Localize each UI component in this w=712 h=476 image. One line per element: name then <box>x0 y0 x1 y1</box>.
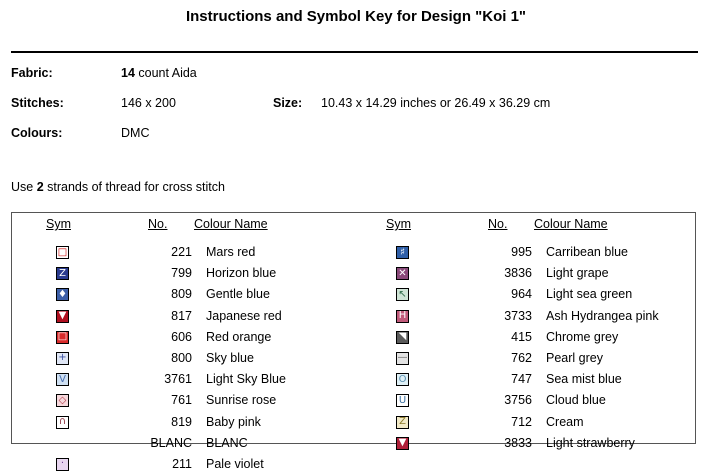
symbol-swatch <box>56 373 70 387</box>
thread-number: 221 <box>171 245 192 259</box>
stitch-symbol-icon: Ζ <box>396 416 409 429</box>
symbol-swatch <box>396 437 410 451</box>
symbol-swatch <box>396 352 410 366</box>
size-label: Size: <box>273 96 303 110</box>
symbol-swatch <box>56 288 70 302</box>
table-row <box>12 349 352 370</box>
title-divider <box>11 51 698 53</box>
table-row <box>12 307 352 328</box>
stitch-symbol-icon: □ <box>57 246 68 258</box>
colour-name: Light Sky Blue <box>206 372 286 387</box>
colour-name: Japanese red <box>206 308 282 323</box>
table-row <box>352 243 692 264</box>
header-no: No. <box>148 217 168 231</box>
size-value: 10.43 x 14.29 inches or 26.49 x 36.29 cm <box>321 96 551 110</box>
table-row <box>12 243 352 264</box>
header-sym: Sym <box>386 217 411 231</box>
stitches-value: 146 x 200 <box>121 96 176 110</box>
colour-name: Sea mist blue <box>546 372 622 387</box>
colours-row <box>11 126 701 156</box>
symbol-swatch <box>396 310 410 324</box>
thread-number: 995 <box>511 245 532 259</box>
table-row <box>12 455 352 476</box>
header-sym: Sym <box>46 217 71 231</box>
symbol-key-table <box>11 212 696 471</box>
key-header-left <box>12 213 352 235</box>
key-rows-left <box>12 243 352 476</box>
thread-number: 809 <box>171 287 192 302</box>
fabric-count: 14 <box>121 66 135 80</box>
colour-name: Chrome grey <box>546 329 619 344</box>
thread-number: 761 <box>171 393 192 408</box>
key-column-right <box>352 213 692 450</box>
symbol-swatch <box>56 352 70 366</box>
symbol-swatch <box>396 416 410 430</box>
colour-name: Ash Hydrangea pink <box>546 308 659 323</box>
header-colour-name: Colour Name <box>534 217 608 231</box>
stitch-symbol-icon: O <box>396 373 409 386</box>
thread-number: 964 <box>511 287 532 302</box>
colour-name: Sunrise rose <box>206 393 277 408</box>
colour-name: Light grape <box>546 266 609 281</box>
thread-number: 3756 <box>504 393 532 408</box>
stitch-symbol-icon: ♯ <box>396 246 409 259</box>
stitches-label: Stitches: <box>11 96 64 110</box>
thread-number: 819 <box>171 414 192 429</box>
symbol-swatch <box>396 394 410 408</box>
table-row <box>352 391 692 412</box>
thread-number: 747 <box>511 372 532 387</box>
stitch-symbol-icon: ◥ <box>396 331 409 344</box>
stitch-symbol-icon: U <box>396 394 409 407</box>
colour-name: Cloud blue <box>546 393 606 408</box>
colour-name: Horizon blue <box>206 266 277 281</box>
table-row <box>352 328 692 349</box>
thread-number: 211 <box>172 456 192 471</box>
symbol-swatch <box>396 373 410 387</box>
stitch-symbol-icon: ▼ <box>56 310 69 323</box>
thread-number: 415 <box>511 329 532 344</box>
stitch-symbol-icon: ♦ <box>56 288 69 301</box>
colour-name: BLANC <box>206 435 248 450</box>
fabric-count-suffix: count Aida <box>134 66 197 80</box>
stitches-row <box>11 96 701 126</box>
stitch-symbol-icon: · <box>56 458 69 471</box>
colour-name: Cream <box>546 414 584 429</box>
table-row <box>352 413 692 434</box>
thread-number: 712 <box>511 414 532 429</box>
table-row <box>12 328 352 349</box>
symbol-swatch <box>56 394 70 408</box>
stitch-symbol-icon: ↖ <box>396 288 409 301</box>
thread-number: 3733 <box>504 308 532 323</box>
stitch-symbol-icon: Z <box>56 267 69 280</box>
thread-number: 3836 <box>504 266 532 281</box>
symbol-swatch <box>396 331 410 345</box>
colour-name: Baby pink <box>206 414 261 429</box>
fabric-label: Fabric: <box>11 66 53 80</box>
table-row <box>352 264 692 285</box>
colour-name: Gentle blue <box>206 287 270 302</box>
symbol-swatch <box>56 331 70 345</box>
symbol-swatch <box>56 310 70 324</box>
colour-name: Light sea green <box>546 287 633 302</box>
colour-name: Carribean blue <box>546 245 628 259</box>
thread-number: 800 <box>171 350 192 365</box>
header-no: No. <box>488 217 508 231</box>
thread-number: 3833 <box>504 435 532 450</box>
symbol-swatch <box>56 437 70 451</box>
header-colour-name: Colour Name <box>194 217 268 231</box>
fabric-row <box>11 66 701 96</box>
table-row <box>352 370 692 391</box>
symbol-swatch <box>56 416 70 430</box>
key-column-left <box>12 213 352 471</box>
key-header-right <box>352 213 692 235</box>
fabric-value <box>121 66 197 80</box>
symbol-swatch <box>56 246 70 260</box>
table-row <box>12 370 352 391</box>
table-row <box>352 307 692 328</box>
table-row <box>12 434 352 455</box>
thread-number: 799 <box>171 266 192 281</box>
key-rows-right <box>352 243 692 455</box>
stitch-symbol-icon: H <box>396 310 409 323</box>
strands-count: 2 <box>36 180 44 194</box>
table-row <box>12 413 352 434</box>
design-info <box>11 66 701 156</box>
colour-name: Pale violet <box>206 456 264 471</box>
symbol-swatch <box>396 288 410 302</box>
table-row <box>352 349 692 370</box>
stitch-symbol-icon: V <box>56 373 69 386</box>
colour-name: Light strawberry <box>546 435 635 450</box>
strands-suffix: strands of thread for cross stitch <box>43 180 225 194</box>
stitch-symbol-icon: ▼ <box>396 437 409 450</box>
thread-number: 3761 <box>164 372 192 387</box>
stitch-symbol-icon: ✕ <box>396 267 409 280</box>
stitch-symbol-icon: ◇ <box>56 394 69 407</box>
symbol-swatch <box>56 267 70 281</box>
colour-name: Pearl grey <box>546 350 603 365</box>
thread-number: BLANC <box>150 435 192 450</box>
table-row <box>352 285 692 306</box>
table-row <box>352 434 692 455</box>
colour-name: Mars red <box>206 245 256 259</box>
stitch-symbol-icon: □ <box>57 331 68 343</box>
page-title: Instructions and Symbol Key for Design "Koi 1" <box>185 8 527 25</box>
table-row <box>12 285 352 306</box>
colour-name: Sky blue <box>206 350 254 365</box>
symbol-swatch <box>396 246 410 260</box>
stitch-symbol-icon: ∩ <box>56 416 69 429</box>
thread-number: 762 <box>511 350 532 365</box>
stitch-symbol-icon: — <box>397 352 408 364</box>
stitch-symbol-icon: + <box>56 352 69 365</box>
colours-value: DMC <box>121 126 150 140</box>
thread-number: 606 <box>171 329 192 344</box>
table-row <box>12 391 352 412</box>
strands-instruction <box>11 180 225 194</box>
colour-name: Red orange <box>206 329 272 344</box>
thread-number: 817 <box>171 308 192 323</box>
strands-prefix: Use <box>11 180 37 194</box>
colours-label: Colours: <box>11 126 63 140</box>
table-row <box>12 264 352 285</box>
symbol-swatch <box>396 267 410 281</box>
